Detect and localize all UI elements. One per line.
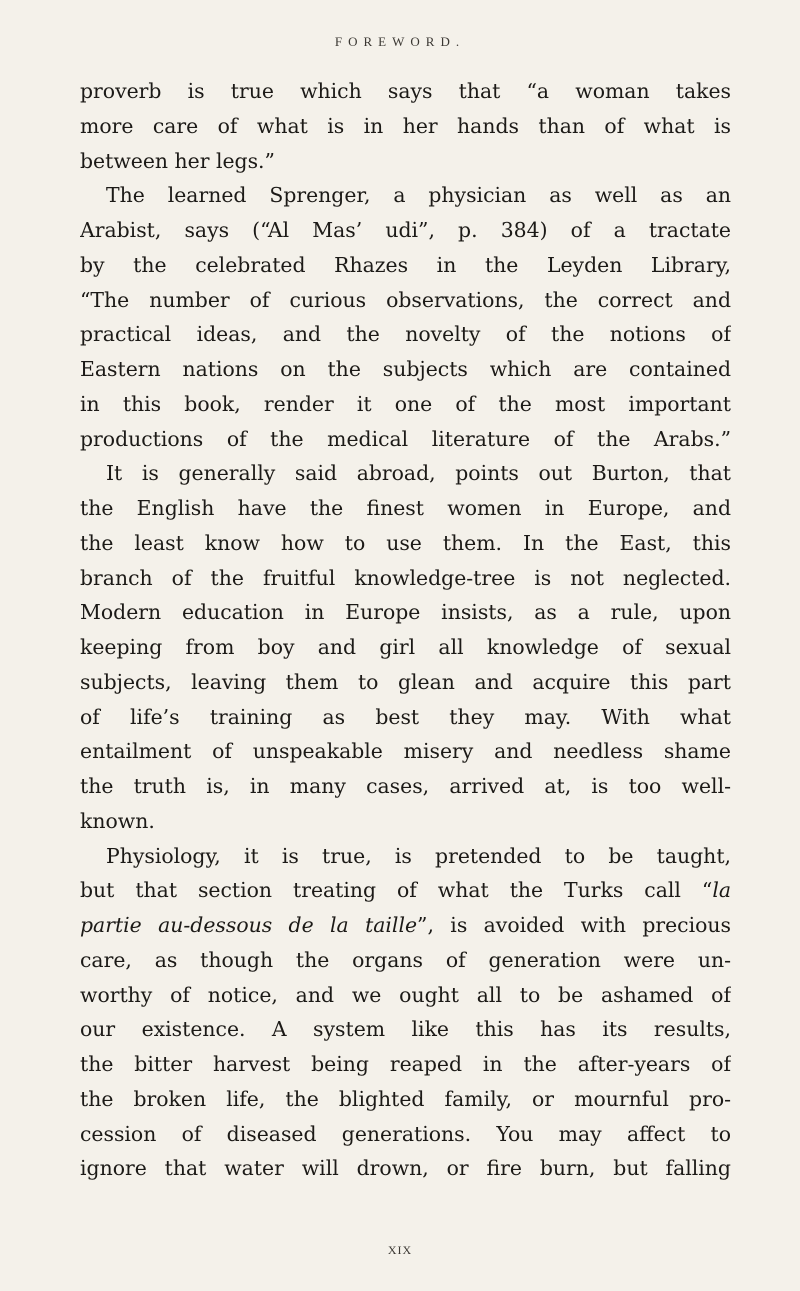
line-text: the bitter harvest being reaped in the after-years of <box>80 1052 731 1076</box>
line-text: branch of the fruitful knowledge-tree is not neglected. <box>80 565 731 590</box>
text-line <box>80 248 731 283</box>
text-line <box>80 700 731 735</box>
line-text: “The number of curious observations, the correct and <box>80 287 731 312</box>
text-line <box>80 839 731 874</box>
text-line <box>80 561 731 596</box>
line-text: by the celebrated Rhazes in the Leyden Library, <box>80 252 731 277</box>
line-text: entailment of unspeakable misery and needless shame <box>80 739 731 764</box>
line-text-after: ”, is avoided with precious <box>417 913 731 937</box>
text-line <box>80 144 731 179</box>
text-line <box>80 804 731 839</box>
line-text: proverb is true which says that “a woman takes <box>80 79 731 103</box>
text-line <box>80 665 731 700</box>
line-text: of life’s training as best they may. With what <box>80 704 731 729</box>
line-text: Modern education in Europe insists, as a rule, upon <box>80 600 731 625</box>
text-line <box>80 352 731 387</box>
text-line <box>80 422 731 457</box>
line-text: Arabist, says (“Al Mas’ udi”, p. 384) of a tractate <box>80 218 731 242</box>
line-text: the least know how to use them. In the East, this <box>80 530 731 555</box>
line-text: between her legs.” <box>80 148 275 173</box>
line-text: our existence. A system like this has its results, <box>80 1017 731 1042</box>
line-text: known. <box>80 808 155 833</box>
italic-phrase: la <box>712 878 731 903</box>
text-line <box>80 178 731 213</box>
text-line <box>80 491 731 526</box>
text-line <box>80 1082 731 1117</box>
text-line <box>80 283 731 318</box>
body-text <box>80 74 731 1186</box>
line-text: the truth is, in many cases, arrived at, is too well- <box>80 774 731 798</box>
text-line <box>80 1151 731 1186</box>
text-line <box>80 1047 731 1082</box>
line-text: cession of diseased generations. You may affect to <box>80 1121 731 1146</box>
text-line <box>80 213 731 248</box>
text-line <box>80 769 731 804</box>
text-line <box>80 595 731 630</box>
text-line <box>80 734 731 769</box>
text-line <box>80 109 731 144</box>
line-text: practical ideas, and the novelty of the notions of <box>80 322 731 347</box>
line-text: worthy of notice, and we ought all to be ashamed of <box>80 982 731 1007</box>
line-text: care, as though the organs of generation were un- <box>80 947 731 972</box>
running-head: FOREWORD. <box>334 34 466 49</box>
text-line <box>80 526 731 561</box>
text-line <box>80 74 731 109</box>
text-line <box>80 1117 731 1152</box>
text-line <box>80 1012 731 1047</box>
text-line <box>80 317 731 352</box>
text-line <box>80 943 731 978</box>
line-text: keeping from boy and girl all knowledge of sexual <box>80 635 731 659</box>
line-text: subjects, leaving them to glean and acquire this part <box>80 669 731 694</box>
line-text: Eastern nations on the subjects which are contained <box>80 357 731 381</box>
line-text: ignore that water will drown, or fire burn, but falling <box>80 1156 731 1181</box>
text-line <box>80 978 731 1013</box>
line-text: productions of the medical literature of the Arabs.” <box>80 426 731 451</box>
text-line <box>80 873 731 908</box>
italic-phrase: partie au-dessous de la taille <box>80 913 418 937</box>
line-text: The learned Sprenger, a physician as well as an <box>106 183 731 208</box>
text-line <box>80 630 731 665</box>
text-line <box>80 387 731 422</box>
line-text: more care of what is in her hands than of what is <box>80 113 731 138</box>
line-text: in this book, render it one of the most important <box>80 391 731 416</box>
text-line <box>80 908 731 943</box>
line-text: but that section treating of what the Turks call “ <box>80 878 713 903</box>
line-text: the broken life, the blighted family, or mournful pro- <box>80 1086 731 1111</box>
page-number: XIX <box>387 1243 413 1257</box>
line-text: Physiology, it is true, is pretended to be taught, <box>106 843 731 868</box>
line-text: It is generally said abroad, points out Burton, that <box>106 461 731 486</box>
line-text: the English have the finest women in Europe, and <box>80 496 731 520</box>
text-line <box>80 456 731 491</box>
